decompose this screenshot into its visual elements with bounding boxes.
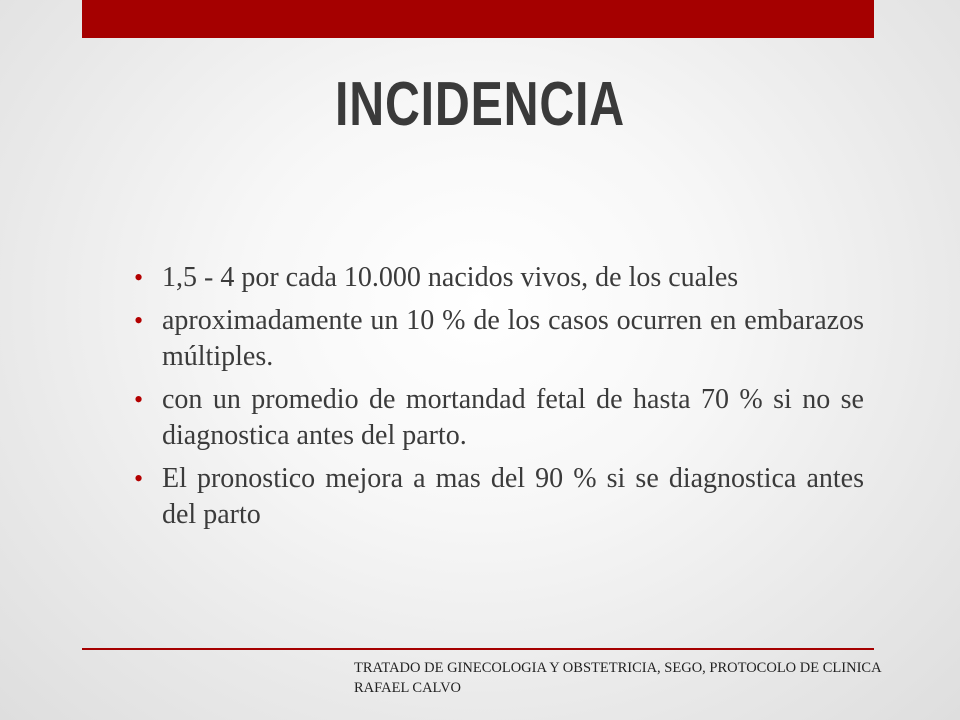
bullet-marker: • <box>134 464 144 493</box>
bullet-text: con un promedio de mortandad fetal de hasta 70 % si no se diagnostica antes del parto. <box>162 384 864 451</box>
bullet-list <box>134 260 864 540</box>
bullet-text: aproximadamente un 10 % de los casos ocurren en embarazos múltiples. <box>162 305 864 372</box>
bullet-text: El pronostico mejora a mas del 90 % si se diagnostica antes del parto <box>162 463 864 530</box>
bullet-item <box>134 260 864 296</box>
footer-citation: TRATADO DE GINECOLOGIA Y OBSTETRICIA, SEGO, PROTOCOLO DE CLINICA RAFAEL CALVO <box>354 660 881 696</box>
bullet-item <box>134 382 864 454</box>
bullet-item <box>134 461 864 533</box>
bullet-item <box>134 303 864 375</box>
slide-title: INCIDENCIA <box>335 70 625 139</box>
bullet-marker: • <box>134 385 144 414</box>
bullet-marker: • <box>134 306 144 335</box>
top-accent-bar <box>82 0 874 38</box>
bullet-text: 1,5 - 4 por cada 10.000 nacidos vivos, de los cuales <box>162 262 739 293</box>
footer-divider <box>82 648 874 650</box>
bullet-marker: • <box>134 263 144 292</box>
